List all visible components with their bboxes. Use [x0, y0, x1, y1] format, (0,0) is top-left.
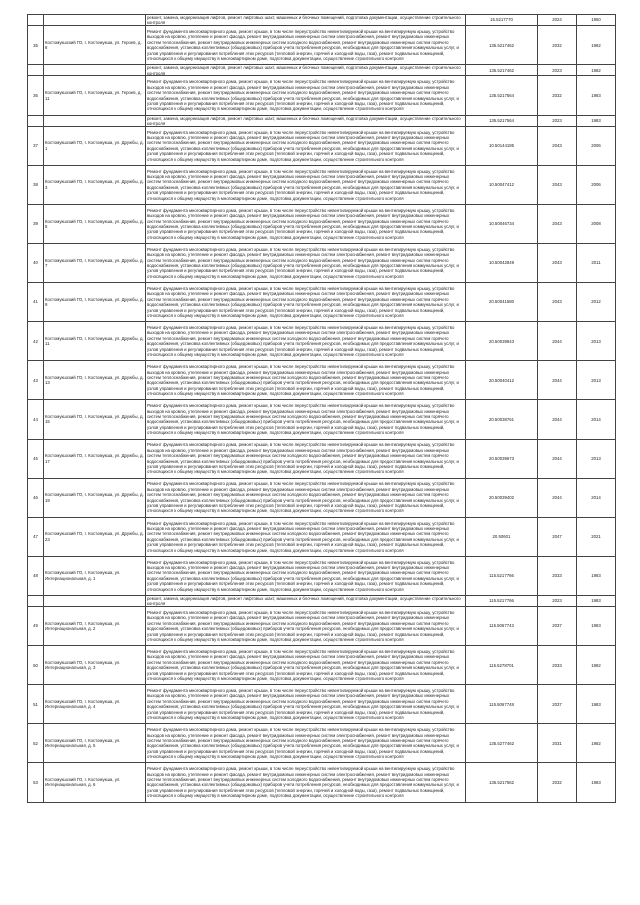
repair-year-cell: 2044 [538, 439, 577, 478]
row-number: 40 [28, 244, 44, 283]
repair-year-cell: 2044 [538, 322, 577, 361]
table-row [28, 76, 616, 115]
works-text: ремонт, замена, модернизация лифтов, ремонт лифтовых шахт, машинных и блочных помещений, подготовка документации, осуществление строительного контроля [147, 115, 461, 126]
row-number: 37 [28, 126, 44, 165]
works-text: ремонт, замена, модернизация лифтов, ремонт лифтовых шахт, машинных и блочных помещений, подготовка документации, осуществление строительного контроля [147, 65, 461, 76]
build-year-cell: 2014 [577, 400, 616, 439]
table-row [28, 126, 616, 165]
build-year-cell: 1983 [577, 115, 616, 126]
cadastral-cell: 115.5067743 [466, 607, 538, 646]
table-row [28, 65, 616, 76]
works-cell [146, 595, 466, 606]
row-number: 39 [28, 204, 44, 243]
table-row [28, 763, 616, 802]
address-cell: Костомукшский ГО, г. Костомукша, ул. Дружбы, д. 17 [44, 439, 146, 478]
works-text: Ремонт фундамента многоквартирного дома, ремонт крыши, в том числе переустройство невентилируемой крыши на вентилируемую крышу, устройство выходов на кровлю, утепление и ремонт фасада, ремонт внутридомовых инженерных систем электроснабжения, ремонт внутридомовых инженерных систем теплоснабжения, ремонт внутридомовых инженерных систем холодного водоснабжения, ремонт внутридомовых инженерных систем горячего водоснабжения, установка коллективных (общедомовых) приборов учета потребления ресурсов, необходимых для предоставления коммунальных услуг, и узлов управления и регулирования потребления этих ресурсов (тепловой энергии, горячей и холодной воды, газа), ремонт подвальных помещений, относящихся к общему имуществу в многоквартирном доме, подготовка документации, осуществление строительного контроля [147, 766, 459, 799]
row-number: 52 [28, 724, 44, 763]
works-text: Ремонт фундамента многоквартирного дома, ремонт крыши, в том числе переустройство невентилируемой крыши на вентилируемую крышу, устройство выходов на кровлю, утепление и ремонт фасада, ремонт внутридомовых инженерных систем электроснабжения, ремонт внутридомовых инженерных систем теплоснабжения, ремонт внутридомовых инженерных систем холодного водоснабжения, ремонт внутридомовых инженерных систем горячего водоснабжения, установка коллективных (общедомовых) приборов учета потребления ресурсов, необходимых для предоставления коммунальных услуг, и узлов управления и регулирования потребления этих ресурсов (тепловой энергии, горячей и холодной воды, газа), ремонт подвальных помещений, относящихся к общему имуществу в многоквартирном доме, подготовка документации, осуществление строительного контроля [147, 648, 459, 682]
table-row [28, 478, 616, 517]
row-number: 47 [28, 517, 44, 556]
works-cell [146, 517, 466, 556]
row-number: 35 [28, 26, 44, 65]
build-year-cell: 1960 [577, 15, 616, 26]
repair-year-cell: 2043 [538, 244, 577, 283]
works-text: Ремонт фундамента многоквартирного дома, ремонт крыши, в том числе переустройство невентилируемой крыши на вентилируемую крышу, устройство выходов на кровлю, утепление и ремонт фасада, ремонт внутридомовых инженерных систем электроснабжения, ремонт внутридомовых инженерных систем теплоснабжения, ремонт внутридомовых инженерных систем холодного водоснабжения, ремонт внутридомовых инженерных систем горячего водоснабжения, установка коллективных (общедомовых) приборов учета потребления ресурсов, необходимых для предоставления коммунальных услуг, и узлов управления и регулирования потребления этих ресурсов (тепловой энергии, горячей и холодной воды, газа), ремонт подвальных помещений, относящихся к общему имуществу в многоквартирном доме, подготовка документации, осуществление строительного контроля [147, 442, 459, 475]
works-cell [146, 763, 466, 802]
address-cell: Костомукшский ГО, г. Костомукша, ул. Героев, д. 11 [44, 76, 146, 115]
repair-year-cell: 2032 [538, 763, 577, 802]
cadastral-cell: 115.5217766 [466, 595, 538, 606]
cadastral-cell: 135.5217462 [466, 26, 538, 65]
table-row [28, 26, 616, 65]
row-number: 48 [28, 556, 44, 595]
build-year-cell: 1982 [577, 646, 616, 685]
works-cell [146, 400, 466, 439]
repair-year-cell: 2023 [538, 115, 577, 126]
repair-year-cell: 2031 [538, 724, 577, 763]
address-cell: Костомукшский ГО, г. Костомукша, ул. Дружбы, д. 3 [44, 165, 146, 204]
build-year-cell: 2008 [577, 204, 616, 243]
table-body [28, 15, 616, 803]
works-cell [146, 204, 466, 243]
works-text: Ремонт фундамента многоквартирного дома, ремонт крыши, в том числе переустройство невентилируемой крыши на вентилируемую крышу, устройство выходов на кровлю, утепление и ремонт фасада, ремонт внутридомовых инженерных систем электроснабжения, ремонт внутридомовых инженерных систем теплоснабжения, ремонт внутридомовых инженерных систем холодного водоснабжения, ремонт внутридомовых инженерных систем горячего водоснабжения, установка коллективных (общедомовых) приборов учета потребления ресурсов, необходимых для предоставления коммунальных услуг, и узлов управления и регулирования потребления этих ресурсов (тепловой энергии, горячей и холодной воды, газа), ремонт подвальных помещений, относящихся к общему имуществу в многоквартирном доме, подготовка документации, осуществление строительного контроля [147, 207, 459, 240]
cadastral-cell: 20.50040412 [466, 361, 538, 400]
cadastral-cell: 115.5067748 [466, 685, 538, 724]
address-cell: Костомукшский ГО, г. Костомукша, ул. Интернациональная, д. 1 [44, 556, 146, 595]
address-cell: Костомукшский ГО, г. Костомукша, ул. Интернациональная, д. 2 [44, 607, 146, 646]
row-number [28, 595, 44, 606]
works-cell [146, 556, 466, 595]
cadastral-cell: 20.50039673 [466, 439, 538, 478]
cadastral-cell: 10.50046734 [466, 204, 538, 243]
works-text: Ремонт фундамента многоквартирного дома, ремонт крыши, в том числе переустройство невентилируемой крыши на вентилируемую крышу, устройство выходов на кровлю, утепление и ремонт фасада, ремонт внутридомовых инженерных систем электроснабжения, ремонт внутридомовых инженерных систем теплоснабжения, ремонт внутридомовых инженерных систем холодного водоснабжения, ремонт внутридомовых инженерных систем горячего водоснабжения, установка коллективных (общедомовых) приборов учета потребления ресурсов, необходимых для предоставления коммунальных услуг, и узлов управления и регулирования потребления этих ресурсов (тепловой энергии, горячей и холодной воды, газа), ремонт подвальных помещений, относящихся к общему имуществу в многоквартирном доме, подготовка документации, осуществление строительного контроля [147, 481, 459, 514]
works-text: Ремонт фундамента многоквартирного дома, ремонт крыши, в том числе переустройство невентилируемой крыши на вентилируемую крышу, устройство выходов на кровлю, утепление и ремонт фасада, ремонт внутридомовых инженерных систем электроснабжения, ремонт внутридомовых инженерных систем теплоснабжения, ремонт внутридомовых инженерных систем холодного водоснабжения, ремонт внутридомовых инженерных систем горячего водоснабжения, установка коллективных (общедомовых) приборов учета потребления ресурсов, необходимых для предоставления коммунальных услуг, и узлов управления и регулирования потребления этих ресурсов (тепловой энергии, горячей и холодной воды, газа), ремонт подвальных помещений, относящихся к общему имуществу в многоквартирном доме, подготовка документации, осуществление строительного контроля [147, 168, 459, 201]
works-text: ремонт, замена, модернизация лифтов, ремонт лифтовых шахт, машинных и блочных помещений, подготовка документации, осуществление строительного контроля [147, 595, 461, 607]
table-row [28, 165, 616, 204]
table-row [28, 595, 616, 606]
build-year-cell: 2021 [577, 517, 616, 556]
cadastral-cell: 20.50038761 [466, 400, 538, 439]
works-cell [146, 26, 466, 65]
repair-year-cell: 2044 [538, 478, 577, 517]
row-number [28, 115, 44, 126]
row-number [28, 15, 44, 26]
address-cell: Костомукшский ГО, г. Костомукша, ул. Интернациональная, д. 4 [44, 685, 146, 724]
row-number: 42 [28, 322, 44, 361]
address-cell [44, 15, 146, 26]
works-text: Ремонт фундамента многоквартирного дома, ремонт крыши, в том числе переустройство невентилируемой крыши на вентилируемую крышу, устройство выходов на кровлю, утепление и ремонт фасада, ремонт внутридомовых инженерных систем электроснабжения, ремонт внутридомовых инженерных систем теплоснабжения, ремонт внутридомовых инженерных систем холодного водоснабжения, ремонт внутридомовых инженерных систем горячего водоснабжения, установка коллективных (общедомовых) приборов учета потребления ресурсов, необходимых для предоставления коммунальных услуг, и узлов управления и регулирования потребления этих ресурсов (тепловой энергии, горячей и холодной воды, газа), ремонт подвальных помещений, относящихся к общему имуществу в многоквартирном доме, подготовка документации, осуществление строительного контроля [147, 559, 459, 592]
build-year-cell: 2014 [577, 478, 616, 517]
row-number: 53 [28, 763, 44, 802]
address-cell: Костомукшский ГО, г. Костомукша, ул. Дружбы, д. 7 [44, 244, 146, 283]
cadastral-cell: 15.5217770 [466, 15, 538, 26]
cadastral-cell: 10.50144185 [466, 126, 538, 165]
works-text: Ремонт фундамента многоквартирного дома, ремонт крыши, в том числе переустройство невентилируемой крыши на вентилируемую крышу, устройство выходов на кровлю, утепление и ремонт фасада, ремонт внутридомовых инженерных систем электроснабжения, ремонт внутридомовых инженерных систем теплоснабжения, ремонт внутридомовых инженерных систем холодного водоснабжения, ремонт внутридомовых инженерных систем горячего водоснабжения, установка коллективных (общедомовых) приборов учета потребления ресурсов, необходимых для предоставления коммунальных услуг, и узлов управления и регулирования потребления этих ресурсов (тепловой энергии, горячей и холодной воды, газа), ремонт подвальных помещений, относящихся к общему имуществу в многоквартирном доме, подготовка документации, осуществление строительного контроля [147, 29, 459, 62]
row-number: 45 [28, 439, 44, 478]
address-cell: Костомукшский ГО, г. Костомукша, ул. Героев, д. 8 [44, 26, 146, 65]
build-year-cell: 1983 [577, 763, 616, 802]
build-year-cell: 2013 [577, 439, 616, 478]
works-text: Ремонт фундамента многоквартирного дома, ремонт крыши, в том числе переустройство невентилируемой крыши на вентилируемую крышу, устройство выходов на кровлю, утепление и ремонт фасада, ремонт внутридомовых инженерных систем электроснабжения, ремонт внутридомовых инженерных систем теплоснабжения, ремонт внутридомовых инженерных систем холодного водоснабжения, ремонт внутридомовых инженерных систем горячего водоснабжения, установка коллективных (общедомовых) приборов учета потребления ресурсов, необходимых для предоставления коммунальных услуг, и узлов управления и регулирования потребления этих ресурсов (тепловой энергии, горячей и холодной воды, газа), ремонт подвальных помещений, относящихся к общему имуществу в многоквартирном доме, подготовка документации, осуществление строительного контроля [147, 609, 459, 642]
address-cell [44, 595, 146, 606]
build-year-cell: 1983 [577, 595, 616, 606]
works-text: Ремонт фундамента многоквартирного дома, ремонт крыши, в том числе переустройство невентилируемой крыши на вентилируемую крышу, устройство выходов на кровлю, утепление и ремонт фасада, ремонт внутридомовых инженерных систем электроснабжения, ремонт внутридомовых инженерных систем теплоснабжения, ремонт внутридомовых инженерных систем холодного водоснабжения, ремонт внутридомовых инженерных систем горячего водоснабжения, установка коллективных (общедомовых) приборов учета потребления ресурсов, необходимых для предоставления коммунальных услуг, и узлов управления и регулирования потребления этих ресурсов (тепловой энергии, горячей и холодной воды, газа), ремонт подвальных помещений, относящихся к общему имуществу в многоквартирном доме, подготовка документации, осуществление строительного контроля [147, 403, 459, 436]
works-text: Ремонт фундамента многоквартирного дома, ремонт крыши, в том числе переустройство невентилируемой крыши на вентилируемую крышу, устройство выходов на кровлю, утепление и ремонт фасада, ремонт внутридомовых инженерных систем электроснабжения, ремонт внутридомовых инженерных систем теплоснабжения, ремонт внутридомовых инженерных систем холодного водоснабжения, ремонт внутридомовых инженерных систем горячего водоснабжения, установка коллективных (общедомовых) приборов учета потребления ресурсов, необходимых для предоставления коммунальных услуг, и узлов управления и регулирования потребления этих ресурсов (тепловой энергии, горячей и холодной воды, газа), ремонт подвальных помещений, относящихся к общему имуществу в многоквартирном доме, подготовка документации, осуществление строительного контроля [147, 285, 459, 318]
works-text: ремонт, замена, модернизация лифтов, ремонт лифтовых шахт, машинных и блочных помещений, подготовка документации, осуществление строительного контроля [147, 15, 461, 26]
row-number: 41 [28, 283, 44, 322]
address-cell [44, 65, 146, 76]
build-year-cell: 2011 [577, 244, 616, 283]
table-row [28, 361, 616, 400]
repair-year-cell: 2037 [538, 685, 577, 724]
row-number: 50 [28, 646, 44, 685]
build-year-cell: 2006 [577, 126, 616, 165]
build-year-cell: 1982 [577, 65, 616, 76]
address-cell: Костомукшский ГО, г. Костомукша, ул. Интернациональная, д. 6 [44, 763, 146, 802]
address-cell: Костомукшский ГО, г. Костомукша, ул. Дружбы, д. 15 [44, 400, 146, 439]
build-year-cell: 2013 [577, 361, 616, 400]
works-text: Ремонт фундамента многоквартирного дома, ремонт крыши, в том числе переустройство невентилируемой крыши на вентилируемую крышу, устройство выходов на кровлю, утепление и ремонт фасада, ремонт внутридомовых инженерных систем электроснабжения, ремонт внутридомовых инженерных систем теплоснабжения, ремонт внутридомовых инженерных систем холодного водоснабжения, ремонт внутридомовых инженерных систем горячего водоснабжения, установка коллективных (общедомовых) приборов учета потребления ресурсов, необходимых для предоставления коммунальных услуг, и узлов управления и регулирования потребления этих ресурсов (тепловой энергии, горячей и холодной воды, газа), ремонт подвальных помещений, относящихся к общему имуществу в многоквартирном доме, подготовка документации, осуществление строительного контроля [147, 325, 459, 358]
works-cell [146, 115, 466, 126]
works-cell [146, 65, 466, 76]
build-year-cell: 2012 [577, 283, 616, 322]
cadastral-cell: 135.5217562 [466, 763, 538, 802]
address-cell: Костомукшский ГО, г. Костомукша, ул. Интернациональная, д. 3 [44, 646, 146, 685]
cadastral-cell: 20.50039943 [466, 322, 538, 361]
build-year-cell: 1983 [577, 607, 616, 646]
works-cell [146, 126, 466, 165]
cadastral-cell: 20.50601 [466, 517, 538, 556]
repair-year-cell: 2032 [538, 76, 577, 115]
address-cell: Костомукшский ГО, г. Костомукша, ул. Интернациональная, д. 5 [44, 724, 146, 763]
capital-repair-table [27, 14, 616, 803]
build-year-cell: 2013 [577, 322, 616, 361]
cadastral-cell: 20.50041580 [466, 283, 538, 322]
table-row [28, 283, 616, 322]
works-cell [146, 244, 466, 283]
row-number: 46 [28, 478, 44, 517]
repair-year-cell: 2043 [538, 126, 577, 165]
works-text: Ремонт фундамента многоквартирного дома, ремонт крыши, в том числе переустройство невентилируемой крыши на вентилируемую крышу, устройство выходов на кровлю, утепление и ремонт фасада, ремонт внутридомовых инженерных систем электроснабжения, ремонт внутридомовых инженерных систем теплоснабжения, ремонт внутридомовых инженерных систем холодного водоснабжения, ремонт внутридомовых инженерных систем горячего водоснабжения, установка коллективных (общедомовых) приборов учета потребления ресурсов, необходимых для предоставления коммунальных услуг, и узлов управления и регулирования потребления этих ресурсов (тепловой энергии, горячей и холодной воды, газа), ремонт подвальных помещений, относящихся к общему имуществу в многоквартирном доме, подготовка документации, осуществление строительного контроля [147, 79, 459, 112]
repair-year-cell: 2043 [538, 165, 577, 204]
works-text: Ремонт фундамента многоквартирного дома, ремонт крыши, в том числе переустройство невентилируемой крыши на вентилируемую крышу, устройство выходов на кровлю, утепление и ремонт фасада, ремонт внутридомовых инженерных систем электроснабжения, ремонт внутридомовых инженерных систем теплоснабжения, ремонт внутридомовых инженерных систем холодного водоснабжения, ремонт внутридомовых инженерных систем горячего водоснабжения, установка коллективных (общедомовых) приборов учета потребления ресурсов, необходимых для предоставления коммунальных услуг, и узлов управления и регулирования потребления этих ресурсов (тепловой энергии, горячей и холодной воды, газа), ремонт подвальных помещений, относящихся к общему имуществу в многоквартирном доме, подготовка документации, осуществление строительного контроля [147, 364, 459, 397]
table-row [28, 517, 616, 556]
works-text: Ремонт фундамента многоквартирного дома, ремонт крыши, в том числе переустройство невентилируемой крыши на вентилируемую крышу, устройство выходов на кровлю, утепление и ремонт фасада, ремонт внутридомовых инженерных систем электроснабжения, ремонт внутридомовых инженерных систем теплоснабжения, ремонт внутридомовых инженерных систем холодного водоснабжения, ремонт внутридомовых инженерных систем горячего водоснабжения, установка коллективных (общедомовых) приборов учета потребления ресурсов, необходимых для предоставления коммунальных услуг, и узлов управления и регулирования потребления этих ресурсов (тепловой энергии, горячей и холодной воды, газа), ремонт подвальных помещений, относящихся к общему имуществу в многоквартирном доме, подготовка документации, осуществление строительного контроля [147, 727, 459, 760]
works-cell [146, 478, 466, 517]
table-row [28, 204, 616, 243]
repair-year-cell: 2043 [538, 204, 577, 243]
repair-year-cell: 2023 [538, 65, 577, 76]
build-year-cell: 1983 [577, 556, 616, 595]
address-cell: Костомукшский ГО, г. Костомукша, ул. Дружбы, д. 11 [44, 322, 146, 361]
build-year-cell: 2006 [577, 165, 616, 204]
table-row [28, 115, 616, 126]
repair-year-cell: 2047 [538, 517, 577, 556]
repair-year-cell: 2044 [538, 361, 577, 400]
works-cell [146, 685, 466, 724]
row-number: 36 [28, 76, 44, 115]
row-number: 38 [28, 165, 44, 204]
cadastral-cell: 10.50047412 [466, 165, 538, 204]
build-year-cell: 1983 [577, 76, 616, 115]
table-row [28, 400, 616, 439]
table-row [28, 556, 616, 595]
address-cell: Костомукшский ГО, г. Костомукша, ул. Дружбы, д. 1 [44, 126, 146, 165]
works-cell [146, 76, 466, 115]
address-cell: Костомукшский ГО, г. Костомукша, ул. Дружбы, д. 19 [44, 478, 146, 517]
cadastral-cell: 115.5278701 [466, 646, 538, 685]
table-row [28, 15, 616, 26]
repair-year-cell: 2043 [538, 283, 577, 322]
works-cell [146, 322, 466, 361]
address-cell: Костомукшский ГО, г. Костомукша, ул. Дружбы, д. 5 [44, 204, 146, 243]
cadastral-cell: 135.5217564 [466, 76, 538, 115]
row-number: 44 [28, 400, 44, 439]
works-text: Ремонт фундамента многоквартирного дома, ремонт крыши, в том числе переустройство невентилируемой крыши на вентилируемую крышу, устройство выходов на кровлю, утепление и ремонт фасада, ремонт внутридомовых инженерных систем электроснабжения, ремонт внутридомовых инженерных систем теплоснабжения, ремонт внутридомовых инженерных систем холодного водоснабжения, ремонт внутридомовых инженерных систем горячего водоснабжения, установка коллективных (общедомовых) приборов учета потребления ресурсов, необходимых для предоставления коммунальных услуг, и узлов управления и регулирования потребления этих ресурсов (тепловой энергии, горячей и холодной воды, газа), ремонт подвальных помещений, относящихся к общему имуществу в многоквартирном доме, подготовка документации, осуществление строительного контроля [147, 520, 459, 553]
works-cell [146, 361, 466, 400]
works-cell [146, 15, 466, 26]
works-cell [146, 439, 466, 478]
build-year-cell: 1982 [577, 26, 616, 65]
row-number: 51 [28, 685, 44, 724]
row-number: 49 [28, 607, 44, 646]
repair-year-cell: 2033 [538, 646, 577, 685]
works-text: Ремонт фундамента многоквартирного дома, ремонт крыши, в том числе переустройство невентилируемой крыши на вентилируемую крышу, устройство выходов на кровлю, утепление и ремонт фасада, ремонт внутридомовых инженерных систем электроснабжения, ремонт внутридомовых инженерных систем теплоснабжения, ремонт внутридомовых инженерных систем холодного водоснабжения, ремонт внутридомовых инженерных систем горячего водоснабжения, установка коллективных (общедомовых) приборов учета потребления ресурсов, необходимых для предоставления коммунальных услуг, и узлов управления и регулирования потребления этих ресурсов (тепловой энергии, горячей и холодной воды, газа), ремонт подвальных помещений, относящихся к общему имуществу в многоквартирном доме, подготовка документации, осуществление строительного контроля [147, 688, 459, 721]
cadastral-cell: 135.5277462 [466, 724, 538, 763]
cadastral-cell: 20.50039402 [466, 478, 538, 517]
works-cell [146, 607, 466, 646]
repair-year-cell: 2023 [538, 595, 577, 606]
address-cell: Костомукшский ГО, г. Костомукша, ул. Дружбы, д. 13 [44, 361, 146, 400]
repair-year-cell: 2033 [538, 556, 577, 595]
table-row [28, 685, 616, 724]
cadastral-cell: 135.5217462 [466, 65, 538, 76]
works-cell [146, 165, 466, 204]
address-cell: Костомукшский ГО, г. Костомукша, ул. Дружбы, д. 9 [44, 283, 146, 322]
works-cell [146, 646, 466, 685]
table-row [28, 607, 616, 646]
works-text: Ремонт фундамента многоквартирного дома, ремонт крыши, в том числе переустройство невентилируемой крыши на вентилируемую крышу, устройство выходов на кровлю, утепление и ремонт фасада, ремонт внутридомовых инженерных систем электроснабжения, ремонт внутридомовых инженерных систем теплоснабжения, ремонт внутридомовых инженерных систем холодного водоснабжения, ремонт внутридомовых инженерных систем горячего водоснабжения, установка коллективных (общедомовых) приборов учета потребления ресурсов, необходимых для предоставления коммунальных услуг, и узлов управления и регулирования потребления этих ресурсов (тепловой энергии, горячей и холодной воды, газа), ремонт подвальных помещений, относящихся к общему имуществу в многоквартирном доме, подготовка документации, осуществление строительного контроля [147, 129, 459, 162]
row-number [28, 65, 44, 76]
table-row [28, 439, 616, 478]
build-year-cell: 1983 [577, 685, 616, 724]
table-row [28, 322, 616, 361]
address-cell [44, 115, 146, 126]
repair-year-cell: 2024 [538, 15, 577, 26]
build-year-cell: 1982 [577, 724, 616, 763]
address-cell: Костомукшский ГО, г. Костомукша, ул. Дружбы, д. 23 [44, 517, 146, 556]
repair-year-cell: 2044 [538, 400, 577, 439]
works-text: Ремонт фундамента многоквартирного дома, ремонт крыши, в том числе переустройство невентилируемой крыши на вентилируемую крышу, устройство выходов на кровлю, утепление и ремонт фасада, ремонт внутридомовых инженерных систем электроснабжения, ремонт внутридомовых инженерных систем теплоснабжения, ремонт внутридомовых инженерных систем холодного водоснабжения, ремонт внутридомовых инженерных систем горячего водоснабжения, установка коллективных (общедомовых) приборов учета потребления ресурсов, необходимых для предоставления коммунальных услуг, и узлов управления и регулирования потребления этих ресурсов (тепловой энергии, горячей и холодной воды, газа), ремонт подвальных помещений, относящихся к общему имуществу в многоквартирном доме, подготовка документации, осуществление строительного контроля [147, 246, 459, 279]
cadastral-cell: 115.5217766 [466, 556, 538, 595]
cadastral-cell: 135.5217564 [466, 115, 538, 126]
table-row [28, 646, 616, 685]
repair-year-cell: 2037 [538, 607, 577, 646]
row-number: 43 [28, 361, 44, 400]
table-row [28, 244, 616, 283]
works-cell [146, 724, 466, 763]
table-row [28, 724, 616, 763]
repair-year-cell: 2032 [538, 26, 577, 65]
works-cell [146, 283, 466, 322]
cadastral-cell: 10.50042849 [466, 244, 538, 283]
